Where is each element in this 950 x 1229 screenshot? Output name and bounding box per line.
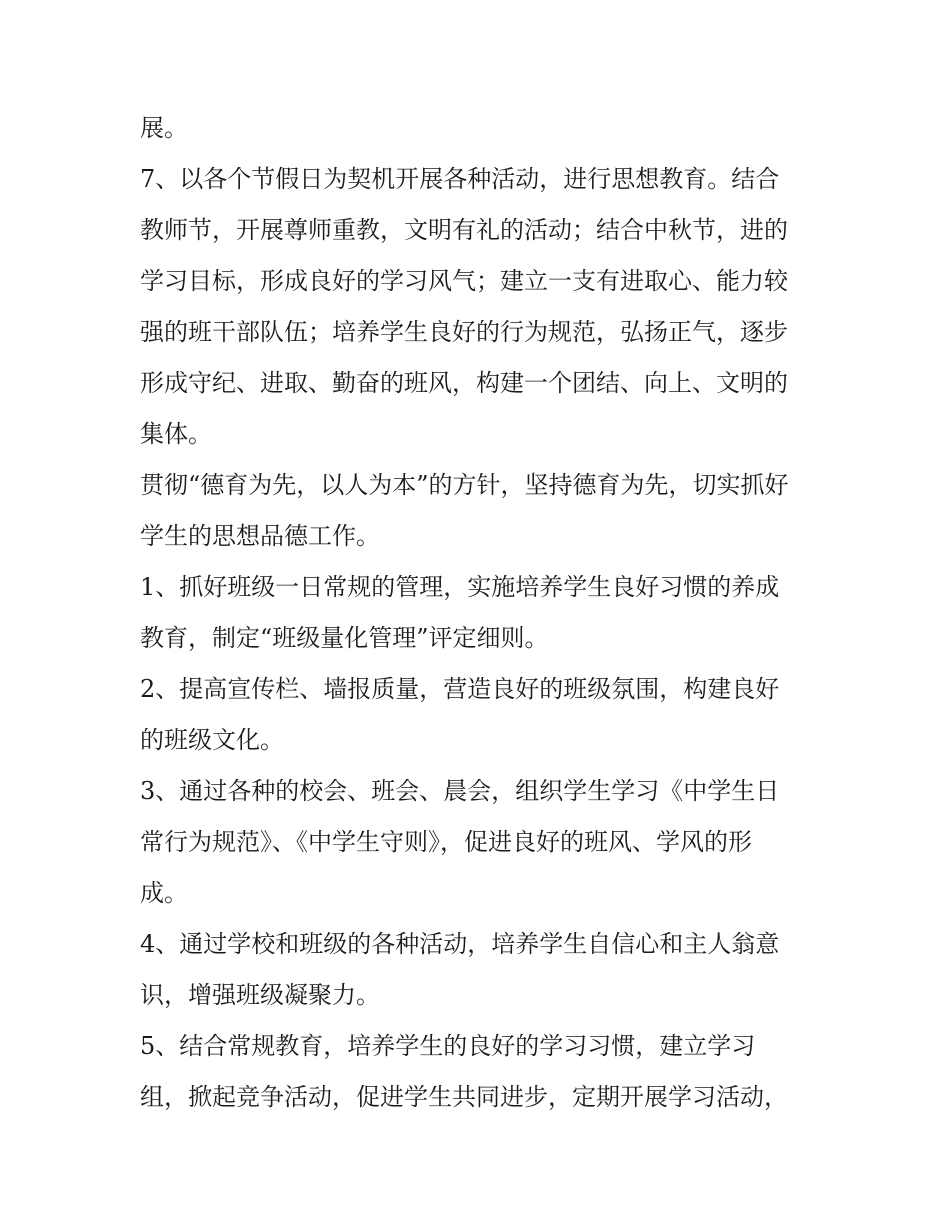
text-line: 教师节，开展尊师重教，文明有礼的活动；结合中秋节，进的 xyxy=(140,216,788,244)
text-line: 学生的思想品德工作。 xyxy=(140,522,380,550)
text-line: 7、以各个节假日为契机开展各种活动，进行思想教育。结合 xyxy=(140,165,780,193)
text-line: 2、提高宣传栏、墙报质量，营造良好的班级氛围，构建良好 xyxy=(140,675,780,703)
text-line: 4、通过学校和班级的各种活动，培养学生自信心和主人翁意 xyxy=(140,930,780,958)
text-line: 贯彻“德育为先，以人为本”的方针，坚持德育为先，切实抓好 xyxy=(140,471,789,499)
text-line: 常行为规范》、《中学生守则》，促进良好的班风、学风的形 xyxy=(140,828,752,856)
text-line: 组，掀起竞争活动，促进学生共同进步，定期开展学习活动， xyxy=(140,1083,788,1111)
text-line: 1、抓好班级一日常规的管理，实施培养学生良好习惯的养成 xyxy=(140,573,780,601)
text-line: 学习目标，形成良好的学习风气；建立一支有进取心、能力较 xyxy=(140,267,788,295)
text-line: 的班级文化。 xyxy=(140,726,284,754)
text-line: 识，增强班级凝聚力。 xyxy=(140,981,380,1009)
text-line: 教育，制定“班级量化管理”评定细则。 xyxy=(140,624,549,652)
text-line: 集体。 xyxy=(140,420,212,448)
text-line: 形成守纪、进取、勤奋的班风，构建一个团结、向上、文明的 xyxy=(140,369,788,397)
text-line: 成。 xyxy=(140,879,188,907)
text-line: 5、结合常规教育，培养学生的良好的学习习惯，建立学习 xyxy=(140,1032,756,1060)
text-line: 3、通过各种的校会、班会、晨会，组织学生学习《中学生日 xyxy=(140,777,780,805)
text-line: 强的班干部队伍；培养学生良好的行为规范，弘扬正气，逐步 xyxy=(140,318,788,346)
text-line: 展。 xyxy=(140,114,188,142)
